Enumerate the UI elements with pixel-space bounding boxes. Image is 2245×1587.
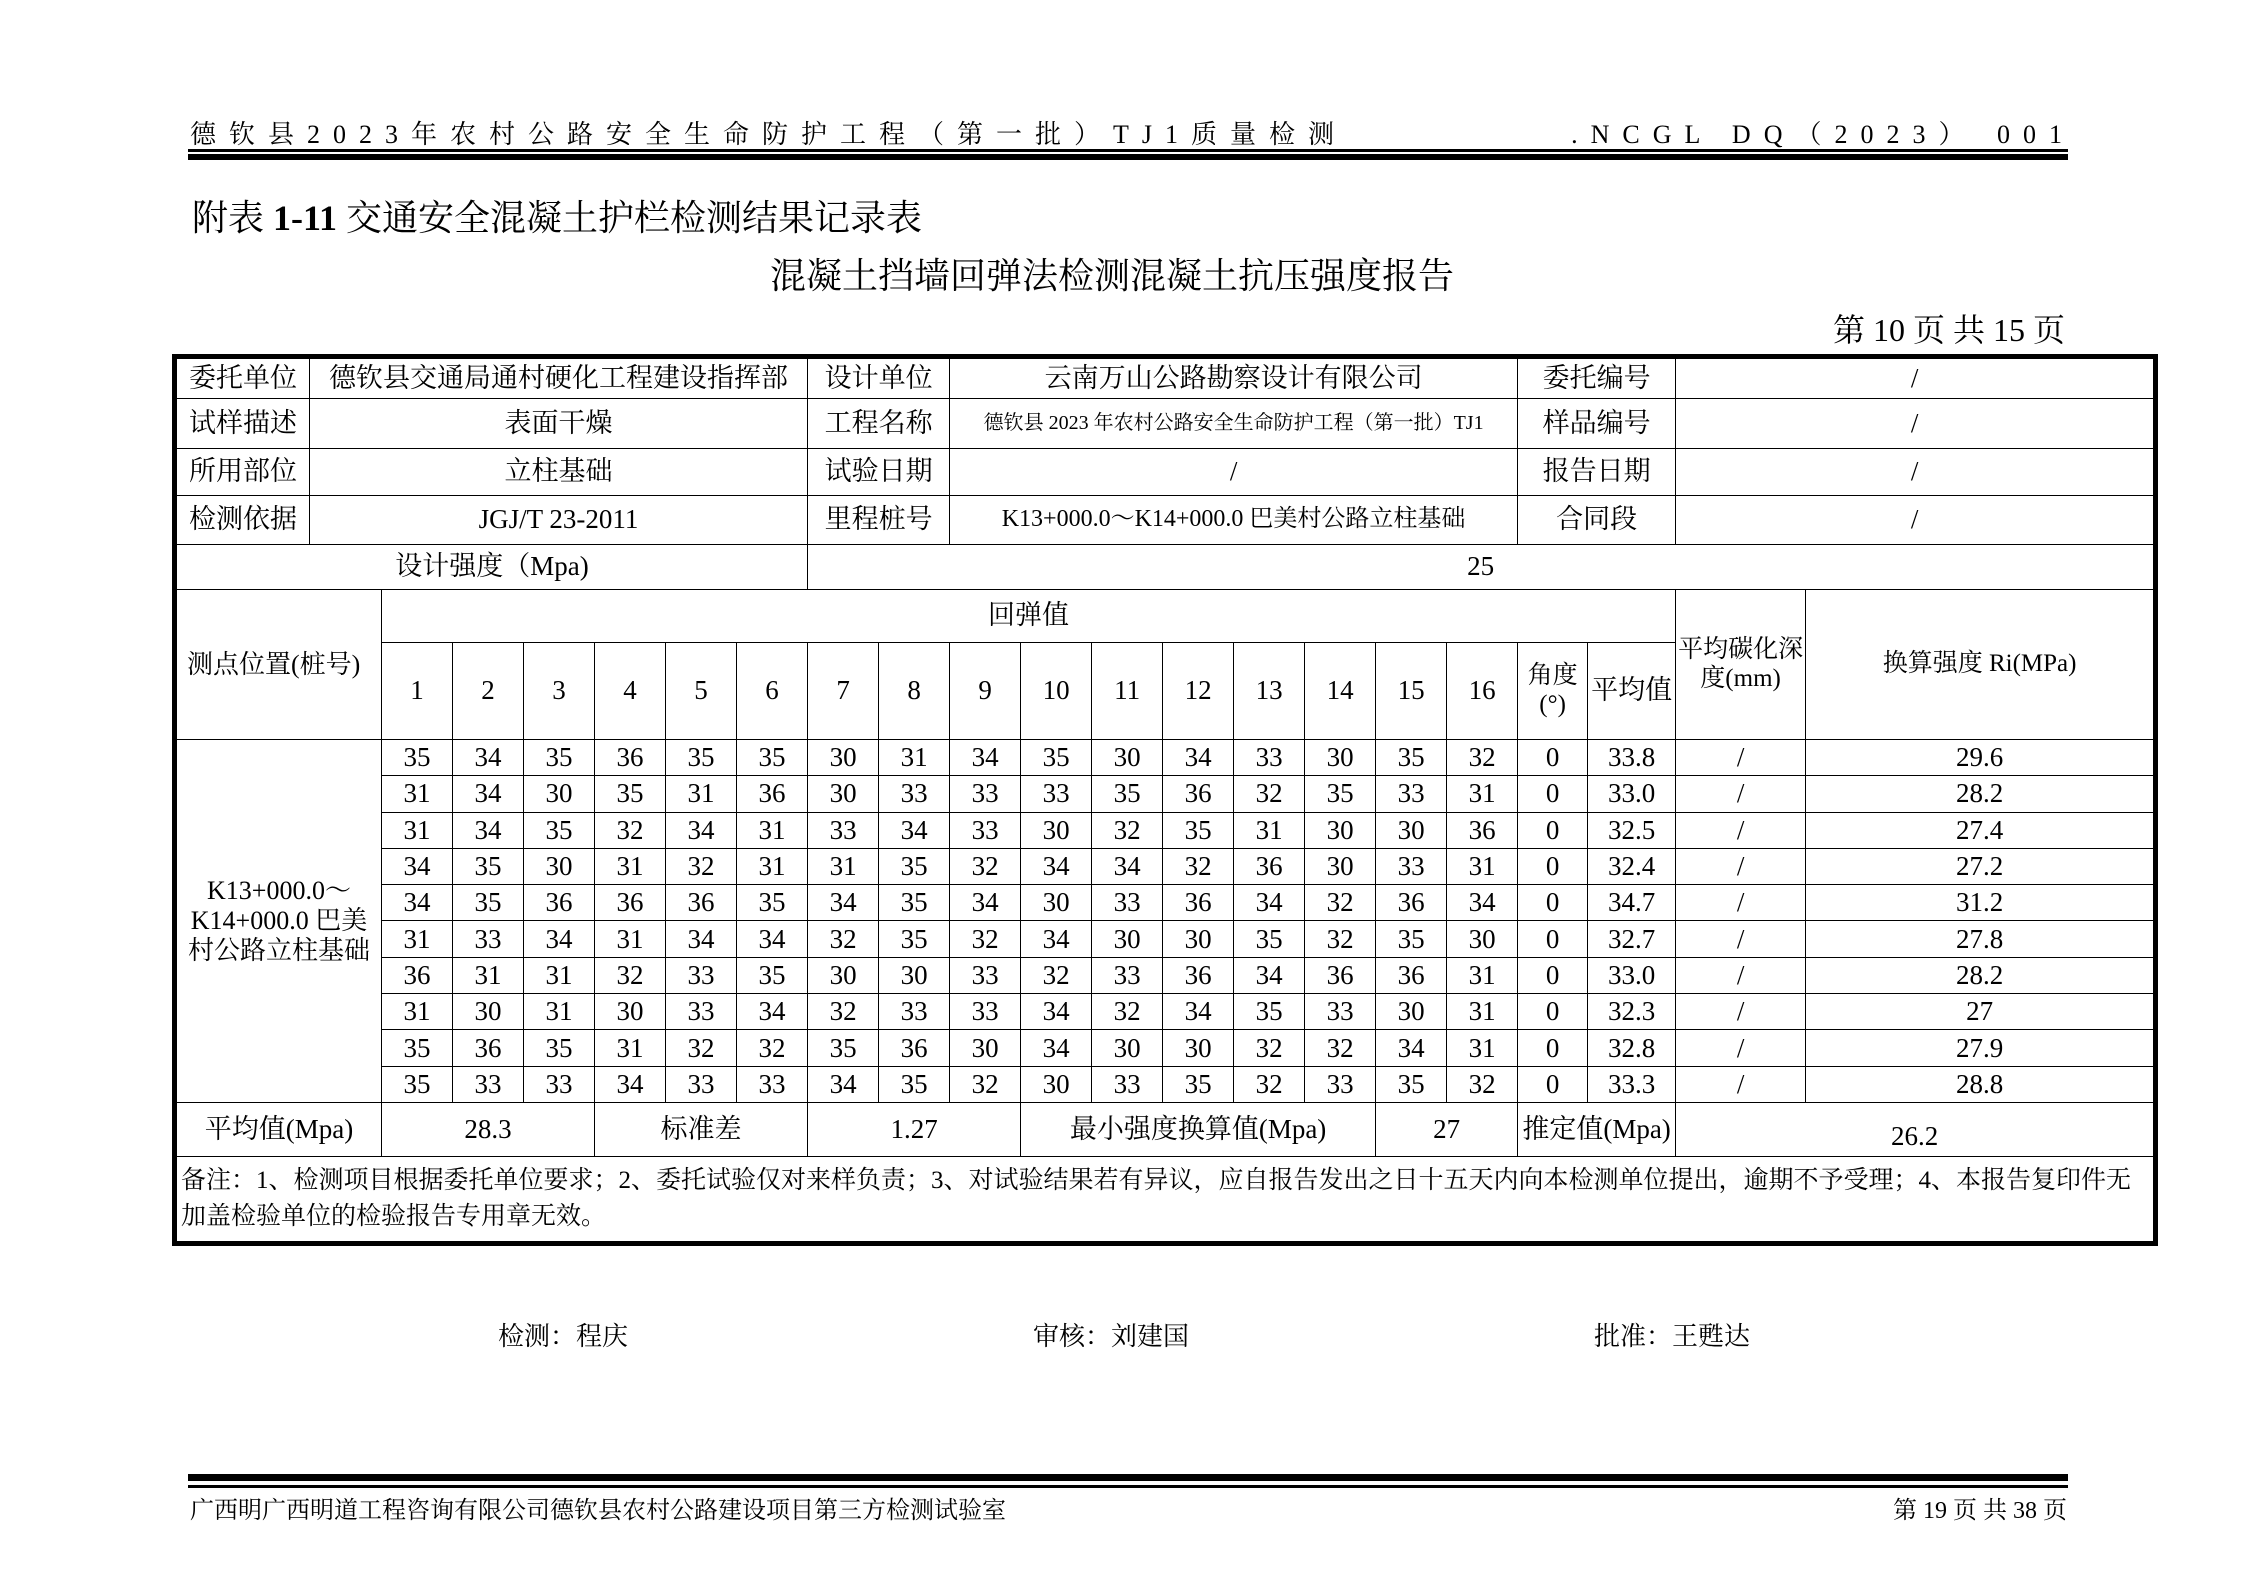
table-row xyxy=(175,848,2156,884)
rebound-value: 30 xyxy=(1163,1030,1234,1066)
column-header-13: 13 xyxy=(1234,643,1305,740)
design-unit-value: 云南万山公路勘察设计有限公司 xyxy=(950,357,1518,399)
table-row xyxy=(175,740,2156,776)
rebound-value: 30 xyxy=(1305,848,1376,884)
commission-no-label: 委托编号 xyxy=(1518,357,1676,399)
report-date-label: 报告日期 xyxy=(1518,449,1676,496)
carb-value: / xyxy=(1676,848,1806,884)
rebound-header: 回弹值 xyxy=(382,590,1676,643)
rebound-value: 36 xyxy=(595,885,666,921)
rebound-value: 34 xyxy=(1163,994,1234,1030)
sample-desc-value: 表面干燥 xyxy=(310,399,808,449)
sample-no-label: 样品编号 xyxy=(1518,399,1676,449)
test-date-value: / xyxy=(950,449,1518,496)
table-row xyxy=(175,1030,2156,1066)
design-strength-row xyxy=(175,545,2156,590)
rebound-value: 30 xyxy=(1447,921,1518,957)
rebound-value: 31 xyxy=(382,812,453,848)
rebound-value: 32 xyxy=(595,957,666,993)
rebound-value: 35 xyxy=(808,1030,879,1066)
sample-no-value: / xyxy=(1676,399,2156,449)
rebound-value: 30 xyxy=(879,957,950,993)
rebound-value: 33 xyxy=(1376,776,1447,812)
rebound-value: 33 xyxy=(808,812,879,848)
rebound-value: 33 xyxy=(950,994,1021,1030)
title-text: 交通安全混凝土护栏检测结果记录表 xyxy=(337,198,923,238)
mean-value: 28.3 xyxy=(382,1102,595,1156)
strength-value: 28.8 xyxy=(1806,1066,2156,1102)
rebound-value: 35 xyxy=(1234,921,1305,957)
summary-row xyxy=(175,1102,2156,1156)
rebound-value: 33 xyxy=(666,994,737,1030)
rebound-value: 36 xyxy=(1163,885,1234,921)
rebound-value: 34 xyxy=(666,921,737,957)
column-header-1: 1 xyxy=(382,643,453,740)
rebound-value: 33 xyxy=(879,994,950,1030)
rebound-value: 35 xyxy=(1376,1066,1447,1102)
angle-value: 0 xyxy=(1518,776,1588,812)
angle-value: 0 xyxy=(1518,957,1588,993)
rebound-value: 33 xyxy=(1092,957,1163,993)
rebound-value: 32 xyxy=(1305,885,1376,921)
carb-value: / xyxy=(1676,776,1806,812)
rebound-header-row xyxy=(175,590,2156,643)
rebound-value: 35 xyxy=(382,740,453,776)
rebound-value: 33 xyxy=(1092,885,1163,921)
rebound-value: 33 xyxy=(453,1066,524,1102)
avg-value: 34.7 xyxy=(1588,885,1676,921)
rebound-value: 32 xyxy=(1305,1030,1376,1066)
column-header-16: 16 xyxy=(1447,643,1518,740)
rebound-value: 32 xyxy=(950,848,1021,884)
angle-header: 角度(°) xyxy=(1518,643,1588,740)
rebound-value: 30 xyxy=(1376,812,1447,848)
rebound-value: 34 xyxy=(1021,848,1092,884)
table-row xyxy=(175,957,2156,993)
column-header-14: 14 xyxy=(1305,643,1376,740)
notes-row xyxy=(175,1156,2156,1244)
rebound-value: 32 xyxy=(595,812,666,848)
rebound-value: 35 xyxy=(1163,1066,1234,1102)
table-row xyxy=(175,776,2156,812)
column-header-2: 2 xyxy=(453,643,524,740)
contract-label: 合同段 xyxy=(1518,496,1676,545)
rebound-value: 34 xyxy=(950,885,1021,921)
strength-value: 27.2 xyxy=(1806,848,2156,884)
position-header: 测点位置(桩号) xyxy=(175,590,382,740)
column-header-6: 6 xyxy=(737,643,808,740)
rebound-value: 34 xyxy=(453,776,524,812)
rebound-value: 35 xyxy=(595,776,666,812)
footer-rule-thick xyxy=(188,1474,2068,1481)
rebound-value: 33 xyxy=(879,776,950,812)
rebound-value: 31 xyxy=(808,848,879,884)
carb-value: / xyxy=(1676,1030,1806,1066)
appendix-title xyxy=(192,190,922,241)
avg-value: 32.3 xyxy=(1588,994,1676,1030)
avg-value: 33.8 xyxy=(1588,740,1676,776)
rebound-value: 35 xyxy=(453,848,524,884)
header-rule-thick xyxy=(188,154,2068,160)
footer-rule-thin xyxy=(188,1485,2068,1488)
rebound-value: 34 xyxy=(808,885,879,921)
rebound-value: 34 xyxy=(1163,740,1234,776)
rebound-value: 35 xyxy=(382,1030,453,1066)
test-date-label: 试验日期 xyxy=(808,449,950,496)
column-header-4: 4 xyxy=(595,643,666,740)
rebound-value: 36 xyxy=(1376,885,1447,921)
rebound-value: 35 xyxy=(879,1066,950,1102)
info-row-sample xyxy=(175,399,2156,449)
rebound-value: 32 xyxy=(1447,1066,1518,1102)
column-header-12: 12 xyxy=(1163,643,1234,740)
column-header-8: 8 xyxy=(879,643,950,740)
rebound-value: 32 xyxy=(1234,1030,1305,1066)
rebound-value: 34 xyxy=(879,812,950,848)
signature-approver: 批准：王甦达 xyxy=(1594,1322,1751,1351)
rebound-value: 30 xyxy=(950,1030,1021,1066)
rebound-value: 32 xyxy=(1305,921,1376,957)
rebound-value: 32 xyxy=(1092,994,1163,1030)
carbonation-header: 平均碳化深度(mm) xyxy=(1676,590,1806,740)
rebound-value: 35 xyxy=(737,740,808,776)
rebound-value: 35 xyxy=(524,812,595,848)
project-name-value: 德钦县 2023 年农村公路安全生命防护工程（第一批）TJ1 xyxy=(950,399,1518,449)
header-rule-thin xyxy=(188,149,2068,152)
rebound-value: 31 xyxy=(524,957,595,993)
rebound-value: 30 xyxy=(1163,921,1234,957)
table-row xyxy=(175,1066,2156,1102)
rebound-value: 33 xyxy=(737,1066,808,1102)
commission-no-value: / xyxy=(1676,357,2156,399)
column-header-11: 11 xyxy=(1092,643,1163,740)
rebound-value: 34 xyxy=(595,1066,666,1102)
rebound-value: 34 xyxy=(453,740,524,776)
table-row xyxy=(175,921,2156,957)
rebound-value: 34 xyxy=(1092,848,1163,884)
rebound-value: 30 xyxy=(1305,740,1376,776)
rebound-value: 34 xyxy=(1021,921,1092,957)
rebound-value: 36 xyxy=(879,1030,950,1066)
title-prefix: 附表 xyxy=(192,198,274,238)
std-value: 1.27 xyxy=(808,1102,1021,1156)
rebound-value: 35 xyxy=(879,885,950,921)
average-header: 平均值 xyxy=(1588,643,1676,740)
project-name-label: 工程名称 xyxy=(808,399,950,449)
design-strength-value: 25 xyxy=(808,545,2156,590)
column-header-5: 5 xyxy=(666,643,737,740)
rebound-value: 32 xyxy=(808,994,879,1030)
rebound-value: 34 xyxy=(950,740,1021,776)
rebound-value: 34 xyxy=(1376,1030,1447,1066)
rebound-value: 32 xyxy=(1447,740,1518,776)
avg-value: 32.4 xyxy=(1588,848,1676,884)
column-header-7: 7 xyxy=(808,643,879,740)
rebound-value: 31 xyxy=(382,994,453,1030)
rebound-value: 35 xyxy=(879,848,950,884)
rebound-value: 31 xyxy=(737,848,808,884)
rebound-value: 30 xyxy=(453,994,524,1030)
client-label: 委托单位 xyxy=(175,357,310,399)
rebound-value: 35 xyxy=(1163,812,1234,848)
rebound-value: 35 xyxy=(524,740,595,776)
rebound-value: 35 xyxy=(1021,740,1092,776)
strength-value: 28.2 xyxy=(1806,957,2156,993)
rebound-value: 34 xyxy=(808,1066,879,1102)
angle-value: 0 xyxy=(1518,994,1588,1030)
rebound-value: 35 xyxy=(1234,994,1305,1030)
rebound-value: 34 xyxy=(666,812,737,848)
location-label: 所用部位 xyxy=(175,449,310,496)
basis-value: JGJ/T 23-2011 xyxy=(310,496,808,545)
report-subtitle: 混凝土挡墙回弹法检测混凝土抗压强度报告 xyxy=(770,256,1455,296)
estimated-label: 推定值(Mpa) xyxy=(1518,1102,1676,1156)
strength-header: 换算强度 Ri(MPa) xyxy=(1806,590,2156,740)
estimated-value: 26.2 xyxy=(1676,1102,2156,1156)
strength-value: 29.6 xyxy=(1806,740,2156,776)
carb-value: / xyxy=(1676,921,1806,957)
rebound-value: 34 xyxy=(382,885,453,921)
angle-value: 0 xyxy=(1518,885,1588,921)
rebound-value: 34 xyxy=(382,848,453,884)
page-info: 第 10 页 共 15 页 xyxy=(1832,312,2065,348)
avg-value: 32.5 xyxy=(1588,812,1676,848)
strength-value: 27.4 xyxy=(1806,812,2156,848)
rebound-value: 31 xyxy=(382,921,453,957)
rebound-value: 30 xyxy=(1021,812,1092,848)
std-label: 标准差 xyxy=(595,1102,808,1156)
rebound-value: 33 xyxy=(1234,740,1305,776)
rebound-value: 34 xyxy=(737,994,808,1030)
rebound-value: 33 xyxy=(950,957,1021,993)
rebound-value: 35 xyxy=(1092,776,1163,812)
rebound-value: 31 xyxy=(737,812,808,848)
report-date-value: / xyxy=(1676,449,2156,496)
rebound-value: 34 xyxy=(1234,957,1305,993)
rebound-value: 30 xyxy=(524,848,595,884)
mileage-value: K13+000.0～K14+000.0 巴美村公路立柱基础 xyxy=(950,496,1518,545)
carb-value: / xyxy=(1676,885,1806,921)
rebound-value: 31 xyxy=(524,994,595,1030)
rebound-value: 31 xyxy=(1447,1030,1518,1066)
angle-value: 0 xyxy=(1518,848,1588,884)
contract-value: / xyxy=(1676,496,2156,545)
strength-value: 31.2 xyxy=(1806,885,2156,921)
rebound-value: 35 xyxy=(1305,776,1376,812)
rebound-value: 32 xyxy=(808,921,879,957)
rebound-value: 36 xyxy=(382,957,453,993)
rebound-value: 36 xyxy=(1376,957,1447,993)
position-value: K13+000.0～K14+000.0 巴美村公路立柱基础 xyxy=(175,740,382,1103)
angle-value: 0 xyxy=(1518,740,1588,776)
info-row-location xyxy=(175,449,2156,496)
rebound-value: 30 xyxy=(1305,812,1376,848)
rebound-value: 32 xyxy=(1163,848,1234,884)
location-value: 立柱基础 xyxy=(310,449,808,496)
rebound-value: 32 xyxy=(1234,776,1305,812)
sample-desc-label: 试样描述 xyxy=(175,399,310,449)
rebound-value: 30 xyxy=(1092,740,1163,776)
column-header-3: 3 xyxy=(524,643,595,740)
mileage-label: 里程桩号 xyxy=(808,496,950,545)
rebound-value: 33 xyxy=(1305,1066,1376,1102)
rebound-value: 31 xyxy=(382,776,453,812)
min-strength-label: 最小强度换算值(Mpa) xyxy=(1021,1102,1376,1156)
rebound-value: 35 xyxy=(879,921,950,957)
rebound-value: 32 xyxy=(950,1066,1021,1102)
rebound-value: 32 xyxy=(1092,812,1163,848)
rebound-value: 30 xyxy=(1092,1030,1163,1066)
notes: 备注：1、检测项目根据委托单位要求；2、委托试验仅对来样负责；3、对试验结果若有异议，应自报告发出之日十五天内向本检测单位提出，逾期不予受理；4、本报告复印件无加盖检验单位的检验报告专用章无效。 xyxy=(175,1156,2156,1244)
rebound-value: 31 xyxy=(595,1030,666,1066)
rebound-value: 36 xyxy=(453,1030,524,1066)
rebound-value: 36 xyxy=(595,740,666,776)
rebound-value: 30 xyxy=(1021,1066,1092,1102)
rebound-value: 32 xyxy=(1234,1066,1305,1102)
rebound-value: 34 xyxy=(1021,994,1092,1030)
rebound-value: 32 xyxy=(666,848,737,884)
rebound-value: 33 xyxy=(1376,848,1447,884)
rebound-value: 34 xyxy=(524,921,595,957)
running-header-title: 德钦县2023年农村公路安全生命防护工程（第一批）TJ1质量检测 xyxy=(190,120,1348,149)
rebound-value: 32 xyxy=(1021,957,1092,993)
rebound-value: 34 xyxy=(1234,885,1305,921)
rebound-value: 31 xyxy=(1447,776,1518,812)
rebound-value: 33 xyxy=(666,957,737,993)
min-strength-value: 27 xyxy=(1376,1102,1518,1156)
rebound-value: 31 xyxy=(595,848,666,884)
avg-value: 33.0 xyxy=(1588,957,1676,993)
rebound-value: 34 xyxy=(453,812,524,848)
carb-value: / xyxy=(1676,740,1806,776)
rebound-value: 32 xyxy=(666,1030,737,1066)
rebound-value: 36 xyxy=(1163,957,1234,993)
rebound-value: 30 xyxy=(1376,994,1447,1030)
info-row-basis xyxy=(175,496,2156,545)
rebound-value: 31 xyxy=(453,957,524,993)
rebound-value: 30 xyxy=(524,776,595,812)
strength-value: 28.2 xyxy=(1806,776,2156,812)
angle-value: 0 xyxy=(1518,812,1588,848)
basis-label: 检测依据 xyxy=(175,496,310,545)
rebound-value: 35 xyxy=(737,885,808,921)
report-table xyxy=(172,354,2158,1246)
rebound-value: 32 xyxy=(737,1030,808,1066)
table-row xyxy=(175,885,2156,921)
rebound-value: 30 xyxy=(1021,885,1092,921)
rebound-value: 33 xyxy=(524,1066,595,1102)
rebound-value: 33 xyxy=(666,1066,737,1102)
rebound-value: 32 xyxy=(950,921,1021,957)
rebound-value: 33 xyxy=(950,776,1021,812)
rebound-value: 36 xyxy=(666,885,737,921)
footer-lab-name: 广西明广西明道工程咨询有限公司德钦县农村公路建设项目第三方检测试验室 xyxy=(190,1498,1006,1524)
design-strength-label: 设计强度（Mpa) xyxy=(175,545,808,590)
rebound-value: 30 xyxy=(1092,921,1163,957)
rebound-value: 33 xyxy=(453,921,524,957)
rebound-value: 35 xyxy=(382,1066,453,1102)
rebound-value: 31 xyxy=(1447,957,1518,993)
rebound-value: 34 xyxy=(1447,885,1518,921)
rebound-value: 30 xyxy=(595,994,666,1030)
carb-value: / xyxy=(1676,994,1806,1030)
column-header-10: 10 xyxy=(1021,643,1092,740)
rebound-value: 36 xyxy=(1305,957,1376,993)
rebound-value: 35 xyxy=(1376,921,1447,957)
rebound-value: 35 xyxy=(1376,740,1447,776)
avg-value: 33.0 xyxy=(1588,776,1676,812)
carb-value: / xyxy=(1676,812,1806,848)
title-number: 1-11 xyxy=(273,198,338,238)
avg-value: 33.3 xyxy=(1588,1066,1676,1102)
signature-tester: 检测：程庆 xyxy=(498,1322,629,1351)
rebound-value: 31 xyxy=(1447,848,1518,884)
rebound-value: 36 xyxy=(1447,812,1518,848)
mean-label: 平均值(Mpa) xyxy=(175,1102,382,1156)
footer-page-number: 第 19 页 共 38 页 xyxy=(1893,1498,2067,1524)
signature-reviewer: 审核：刘建国 xyxy=(1033,1322,1190,1351)
rebound-value: 31 xyxy=(595,921,666,957)
strength-value: 27.9 xyxy=(1806,1030,2156,1066)
column-header-9: 9 xyxy=(950,643,1021,740)
rebound-value: 33 xyxy=(1305,994,1376,1030)
rebound-value: 31 xyxy=(666,776,737,812)
rebound-value: 31 xyxy=(1447,994,1518,1030)
design-unit-label: 设计单位 xyxy=(808,357,950,399)
rebound-value: 36 xyxy=(524,885,595,921)
rebound-value: 36 xyxy=(1163,776,1234,812)
rebound-value: 35 xyxy=(666,740,737,776)
rebound-value: 30 xyxy=(808,740,879,776)
carb-value: / xyxy=(1676,1066,1806,1102)
rebound-value: 34 xyxy=(1021,1030,1092,1066)
angle-value: 0 xyxy=(1518,1030,1588,1066)
rebound-value: 33 xyxy=(1092,1066,1163,1102)
rebound-value: 35 xyxy=(737,957,808,993)
rebound-value: 36 xyxy=(737,776,808,812)
rebound-value: 35 xyxy=(453,885,524,921)
info-row-client xyxy=(175,357,2156,399)
rebound-value: 35 xyxy=(524,1030,595,1066)
strength-value: 27 xyxy=(1806,994,2156,1030)
rebound-value: 30 xyxy=(808,957,879,993)
rebound-value: 33 xyxy=(1021,776,1092,812)
client-value: 德钦县交通局通村硬化工程建设指挥部 xyxy=(310,357,808,399)
rebound-value: 36 xyxy=(1234,848,1305,884)
running-header-code: .NCGL DQ（2023） 001 xyxy=(1571,120,2075,149)
table-row xyxy=(175,994,2156,1030)
rebound-value: 31 xyxy=(879,740,950,776)
avg-value: 32.7 xyxy=(1588,921,1676,957)
column-header-15: 15 xyxy=(1376,643,1447,740)
strength-value: 27.8 xyxy=(1806,921,2156,957)
rebound-value: 30 xyxy=(808,776,879,812)
angle-value: 0 xyxy=(1518,921,1588,957)
avg-value: 32.8 xyxy=(1588,1030,1676,1066)
rebound-value: 34 xyxy=(737,921,808,957)
rebound-value: 33 xyxy=(950,812,1021,848)
rebound-value: 31 xyxy=(1234,812,1305,848)
table-row xyxy=(175,812,2156,848)
angle-value: 0 xyxy=(1518,1066,1588,1102)
carb-value: / xyxy=(1676,957,1806,993)
